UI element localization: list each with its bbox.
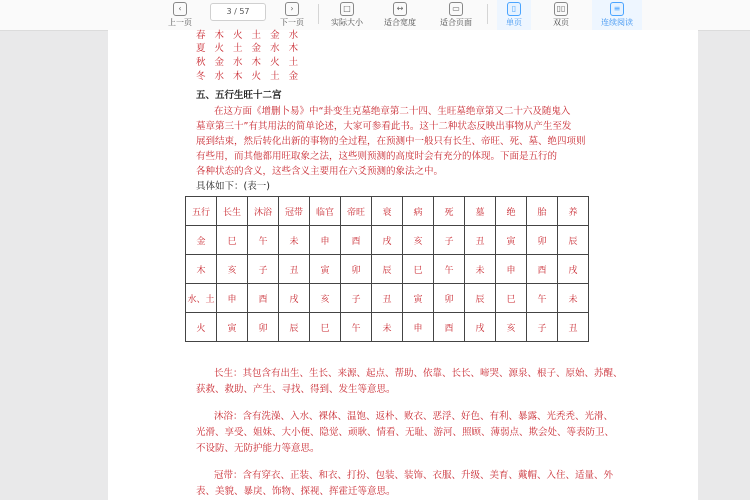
table-cell: 衰 [372, 197, 403, 226]
table-row [186, 255, 589, 284]
table-cell: 长生 [217, 197, 248, 226]
table-cell: 火 [186, 313, 217, 342]
section-heading: 五、五行生旺十二宫 [196, 90, 282, 101]
table-cell: 辰 [465, 284, 496, 313]
fit-page-button[interactable]: ▭ 适合页面 [440, 4, 472, 27]
single-page-icon: ▯ [507, 2, 521, 16]
table-cell: 未 [465, 255, 496, 284]
table-cell: 病 [403, 197, 434, 226]
desc-guandai: 冠带：含有穿衣、正装、和衣、打扮、包装、装饰、衣服、升级、美育、戴帽、入住、适量、外 [214, 470, 614, 481]
paragraph-line: 在这方面《增删卜易》中“卦变生克墓绝章第二十四、生旺墓绝章第又二十六及随鬼入 [214, 106, 571, 117]
viewer-toolbar [0, 0, 750, 31]
next-page-button[interactable]: › 下一页 [280, 4, 304, 27]
table-cell: 午 [341, 313, 372, 342]
table-cell: 未 [558, 284, 589, 313]
paragraph-line: 展到结束，然后转化出新的事物的全过程，在预测中一般只有长生、帝旺、死、墓、绝四项则 [196, 136, 586, 147]
paragraph-line: 各种状态的含义，这些含义主要用在六爻预测的象法之中。 [196, 166, 444, 177]
separator [318, 4, 319, 24]
table-cell: 胎 [527, 197, 558, 226]
table-row [186, 197, 589, 226]
fit-width-icon: ↔ [393, 2, 407, 16]
actual-size-icon: □ [340, 2, 354, 16]
table-cell: 寅 [403, 284, 434, 313]
separator [487, 4, 488, 24]
table-cell: 酉 [434, 313, 465, 342]
season-row: 秋 金 水 木 火 土 [196, 57, 302, 68]
table-cell: 酉 [248, 284, 279, 313]
table-cell: 木 [186, 255, 217, 284]
table-cell: 亥 [496, 313, 527, 342]
table-cell: 戌 [558, 255, 589, 284]
double-page-button[interactable]: ▯▯ 双页 [553, 4, 569, 27]
table-cell: 寅 [310, 255, 341, 284]
table-cell: 五行 [186, 197, 217, 226]
table-cell: 丑 [465, 226, 496, 255]
prev-page-button[interactable]: ‹ 上一页 [168, 4, 192, 27]
table-cell: 丑 [558, 313, 589, 342]
table-cell: 申 [310, 226, 341, 255]
desc-guandai: 表、美貌、暴戾、饰物、探视、挥霍迁等意思。 [196, 486, 396, 497]
table-cell: 未 [372, 313, 403, 342]
table-cell: 戌 [372, 226, 403, 255]
table-cell: 酉 [341, 226, 372, 255]
document-page [108, 30, 698, 500]
season-row: 春 木 火 土 金 水 [196, 30, 302, 41]
table-cell: 巳 [217, 226, 248, 255]
double-page-icon: ▯▯ [554, 2, 568, 16]
season-row: 夏 火 土 金 水 木 [196, 43, 302, 54]
table-cell: 亥 [217, 255, 248, 284]
table-cell: 辰 [558, 226, 589, 255]
table-cell: 午 [527, 284, 558, 313]
table-cell: 寅 [217, 313, 248, 342]
table-cell: 沐浴 [248, 197, 279, 226]
table-cell: 卯 [527, 226, 558, 255]
paragraph-line: 墓章第三十”有其用法的简单论述，大家可参看此书。这十二种状态反映出事物从产生至发 [196, 121, 572, 132]
table-cell: 辰 [372, 255, 403, 284]
single-page-button[interactable]: ▯ 单页 [497, 0, 531, 30]
table-cell: 戌 [279, 284, 310, 313]
table-cell: 巳 [403, 255, 434, 284]
page-indicator[interactable]: 3 / 57 [210, 3, 266, 21]
desc-muyu: 光滑、享受、姐妹、大小便、隐觉、顽耿、情看、无耻、游河、照顾、薄弱点、欺会处、等表防卫、 [196, 427, 615, 438]
table-cell: 午 [434, 255, 465, 284]
table-row [186, 226, 589, 255]
table-cell: 巳 [310, 313, 341, 342]
table-cell: 卯 [434, 284, 465, 313]
table-intro: 具体如下：(表一) [196, 181, 270, 192]
table-cell: 午 [248, 226, 279, 255]
continuous-read-button[interactable]: ≡ 连续阅读 [592, 0, 642, 30]
table-cell: 临官 [310, 197, 341, 226]
table-cell: 绝 [496, 197, 527, 226]
fit-width-button[interactable]: ↔ 适合宽度 [384, 4, 416, 27]
table-cell: 丑 [279, 255, 310, 284]
desc-muyu: 沐浴：含有洗澡、入水、裸体、温饱、返朴、败衣、恶浮、好色、有利、暴露、光秃秃、光滑、 [214, 411, 614, 422]
table-cell: 养 [558, 197, 589, 226]
chevron-up-icon: ‹ [173, 2, 187, 16]
season-row: 冬 水 木 火 土 金 [196, 71, 302, 82]
table-cell: 亥 [403, 226, 434, 255]
table-cell: 丑 [372, 284, 403, 313]
chevron-down-icon: › [285, 2, 299, 16]
table-cell: 子 [341, 284, 372, 313]
table-cell: 酉 [527, 255, 558, 284]
table-cell: 未 [279, 226, 310, 255]
table-cell: 卯 [248, 313, 279, 342]
desc-changsheng: 获救、救助、产生、寻找、得到、发生等意思。 [196, 384, 396, 395]
table-cell: 死 [434, 197, 465, 226]
table-cell: 卯 [341, 255, 372, 284]
table-cell: 申 [496, 255, 527, 284]
table-cell: 冠带 [279, 197, 310, 226]
table-cell: 墓 [465, 197, 496, 226]
table-row [186, 284, 589, 313]
table-cell: 申 [217, 284, 248, 313]
table-cell: 巳 [496, 284, 527, 313]
table-cell: 辰 [279, 313, 310, 342]
table-cell: 水、土 [186, 284, 217, 313]
table-cell: 申 [403, 313, 434, 342]
table-cell: 亥 [310, 284, 341, 313]
table-cell: 子 [527, 313, 558, 342]
fit-page-icon: ▭ [449, 2, 463, 16]
continuous-read-icon: ≡ [610, 2, 624, 16]
table-cell: 金 [186, 226, 217, 255]
table-cell: 子 [248, 255, 279, 284]
twelve-stages-table [185, 196, 589, 342]
desc-muyu: 不设防、无防护能力等意思。 [196, 443, 320, 454]
desc-changsheng: 长生：其包含有出生、生长、来源、起点、帮助、依靠、长长、啼哭、源泉、根子、原始、苏醒、 [214, 368, 623, 379]
table-cell: 戌 [465, 313, 496, 342]
table-row [186, 313, 589, 342]
table-cell: 子 [434, 226, 465, 255]
table-cell: 寅 [496, 226, 527, 255]
table-cell: 帝旺 [341, 197, 372, 226]
paragraph-line: 有些用，而其他都用旺取象之法，这些则预测的高度时会有充分的体现。下面是五行的 [196, 151, 558, 162]
actual-size-button[interactable]: □ 实际大小 [331, 4, 363, 27]
